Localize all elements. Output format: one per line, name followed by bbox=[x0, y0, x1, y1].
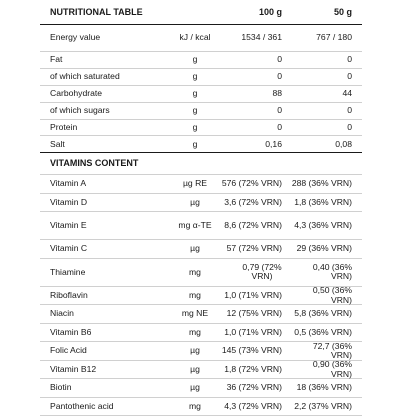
vitamin-unit: mg α-TE bbox=[178, 220, 212, 231]
table-header bbox=[40, 2, 362, 25]
vitamin-value-100g: 3,6 (72% VRN) bbox=[224, 196, 282, 207]
nutrition-table bbox=[40, 2, 362, 416]
vitamin-name: Biotin bbox=[50, 382, 72, 393]
nutrient-name: Carbohydrate bbox=[50, 87, 103, 98]
vitamin-value-100g: 12 (75% VRN) bbox=[226, 308, 282, 319]
vitamin-name: Folic Acid bbox=[50, 345, 87, 356]
table-row bbox=[40, 175, 362, 194]
nutrient-value-100g: 0 bbox=[277, 121, 282, 132]
nutrient-name: Salt bbox=[50, 138, 65, 149]
vitamin-value-50g: 5,8 (36% VRN) bbox=[294, 308, 352, 319]
table-row bbox=[40, 136, 362, 153]
nutrient-name: of which saturated bbox=[50, 71, 120, 82]
vitamin-value-50g: 2,2 (37% VRN) bbox=[294, 400, 352, 411]
nutrient-unit: g bbox=[192, 54, 198, 65]
nutrient-name: of which sugars bbox=[50, 104, 110, 115]
vitamin-unit: mg NE bbox=[181, 308, 209, 319]
vitamin-value-100g: 576 (72% VRN) bbox=[221, 178, 282, 189]
vitamin-unit: µg bbox=[190, 345, 200, 356]
vitamin-unit: mg bbox=[189, 289, 201, 300]
nutrient-unit: g bbox=[192, 121, 198, 132]
vitamin-value-50g: 0,90 (36% VRN) bbox=[312, 359, 352, 379]
col-100g-header: 100 g bbox=[258, 7, 282, 18]
table-row bbox=[40, 305, 362, 324]
vitamin-name: Vitamin B12 bbox=[50, 363, 97, 374]
nutrient-name: Protein bbox=[50, 121, 78, 132]
vitamin-name: Vitamin C bbox=[50, 243, 88, 254]
table-row bbox=[40, 259, 362, 287]
vitamin-name: Thiamine bbox=[50, 266, 86, 277]
vitamin-value-100g: 0,79 (72% VRN) bbox=[242, 261, 282, 282]
vitamin-value-100g: 1,8 (72% VRN) bbox=[224, 363, 282, 374]
table-row bbox=[40, 120, 362, 137]
vitamin-value-50g: 29 (36% VRN) bbox=[296, 243, 352, 254]
nutrient-value-100g: 0 bbox=[277, 54, 282, 65]
vitamin-unit: µg bbox=[190, 243, 200, 254]
table-row bbox=[40, 287, 362, 306]
vitamin-value-100g: 1,0 (71% VRN) bbox=[224, 289, 282, 300]
nutrient-value-50g: 767 / 180 bbox=[316, 32, 352, 43]
vitamin-value-50g: 4,3 (36% VRN) bbox=[294, 220, 352, 231]
nutrient-value-100g: 1534 / 361 bbox=[241, 32, 282, 43]
vitamin-unit: mg bbox=[189, 400, 201, 411]
nutrient-unit: g bbox=[192, 138, 198, 149]
vitamin-unit: mg bbox=[189, 326, 201, 337]
table-row bbox=[40, 86, 362, 103]
vitamin-value-100g: 145 (73% VRN) bbox=[221, 345, 282, 356]
nutrient-unit: g bbox=[192, 87, 198, 98]
vitamin-value-50g: 0,5 (36% VRN) bbox=[294, 326, 352, 337]
vitamin-value-50g: 18 (36% VRN) bbox=[296, 382, 352, 393]
vitamin-unit: µg bbox=[190, 196, 200, 207]
nutrient-value-50g: 0 bbox=[347, 54, 352, 65]
table-row bbox=[40, 103, 362, 120]
table-row bbox=[40, 212, 362, 240]
vitamin-unit: µg RE bbox=[182, 178, 208, 189]
vitamin-value-50g: 0,50 (36% VRN) bbox=[312, 285, 352, 305]
vitamin-name: Vitamin B6 bbox=[50, 326, 92, 337]
table-row bbox=[40, 379, 362, 398]
vitamin-unit: µg bbox=[190, 363, 200, 374]
vitamin-value-100g: 1,0 (71% VRN) bbox=[224, 326, 282, 337]
nutrient-value-100g: 88 bbox=[272, 87, 282, 98]
nutrient-value-100g: 0,16 bbox=[265, 138, 282, 149]
vitamin-value-100g: 36 (72% VRN) bbox=[226, 382, 282, 393]
vitamin-value-100g: 4,3 (72% VRN) bbox=[224, 400, 282, 411]
nutrient-value-50g: 0 bbox=[347, 71, 352, 82]
vitamin-name: Niacin bbox=[50, 308, 74, 319]
nutrient-value-50g: 0 bbox=[347, 121, 352, 132]
vitamins-section-header bbox=[40, 153, 362, 175]
vitamin-value-50g: 0,40 (36% VRN) bbox=[312, 261, 352, 282]
vitamin-value-50g: 1,8 (36% VRN) bbox=[294, 196, 352, 207]
nutrient-value-100g: 0 bbox=[277, 104, 282, 115]
vitamins-title: VITAMINS CONTENT bbox=[50, 158, 139, 169]
nutrient-unit: kJ / kcal bbox=[179, 32, 211, 43]
vitamin-name: Vitamin D bbox=[50, 196, 88, 207]
table-row bbox=[40, 361, 362, 380]
nutrient-value-50g: 0,08 bbox=[335, 138, 352, 149]
vitamin-value-100g: 8,6 (72% VRN) bbox=[224, 220, 282, 231]
table-row bbox=[40, 69, 362, 86]
vitamin-value-50g: 288 (36% VRN) bbox=[291, 178, 352, 189]
vitamin-unit: mg bbox=[189, 266, 201, 277]
table-row bbox=[40, 52, 362, 69]
nutrient-value-100g: 0 bbox=[277, 71, 282, 82]
vitamin-name: Vitamin E bbox=[50, 220, 87, 231]
table-title: NUTRITIONAL TABLE bbox=[50, 7, 143, 18]
nutrient-name: Energy value bbox=[50, 32, 101, 43]
vitamin-unit: µg bbox=[190, 382, 200, 393]
table-row bbox=[40, 324, 362, 343]
nutrient-unit: g bbox=[192, 104, 198, 115]
nutrient-unit: g bbox=[192, 71, 198, 82]
nutrient-name: Fat bbox=[50, 54, 63, 65]
table-row bbox=[40, 342, 362, 361]
vitamin-name: Vitamin A bbox=[50, 178, 87, 189]
vitamin-name: Pantothenic acid bbox=[50, 400, 114, 411]
col-50g-header: 50 g bbox=[333, 7, 352, 18]
table-row bbox=[40, 194, 362, 213]
nutrient-value-50g: 44 bbox=[342, 87, 352, 98]
table-row bbox=[40, 398, 362, 416]
vitamin-value-50g: 72,7 (36% VRN) bbox=[312, 340, 352, 361]
nutrient-value-50g: 0 bbox=[347, 104, 352, 115]
vitamin-name: Riboflavin bbox=[50, 289, 88, 300]
vitamin-value-100g: 57 (72% VRN) bbox=[226, 243, 282, 254]
table-row bbox=[40, 240, 362, 259]
table-row bbox=[40, 25, 362, 52]
